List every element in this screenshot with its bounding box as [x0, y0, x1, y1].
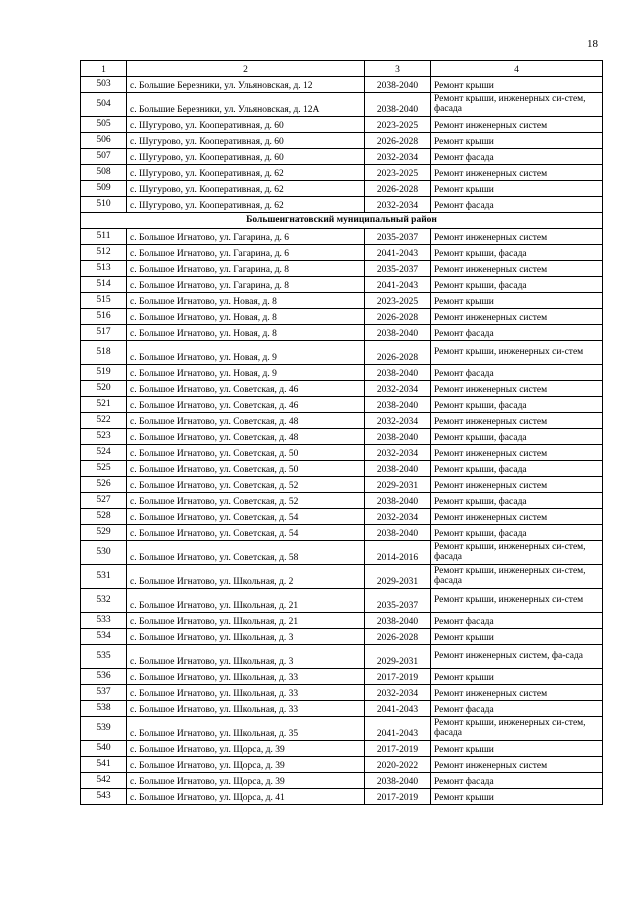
- row-period: 2041-2043: [365, 245, 431, 261]
- table-row: [81, 117, 603, 133]
- table-row: [81, 613, 603, 629]
- row-address: с. Большое Игнатово, ул. Щорса, д. 39: [127, 757, 365, 773]
- row-number: 535: [81, 645, 127, 669]
- row-work-type: Ремонт фасада: [431, 773, 603, 789]
- table-row: [81, 293, 603, 309]
- row-number: 528: [81, 509, 127, 525]
- row-period: 2038-2040: [365, 461, 431, 477]
- row-work-type: Ремонт крыши: [431, 789, 603, 805]
- row-address: с. Большое Игнатово, ул. Школьная, д. 35: [127, 717, 365, 741]
- table-row: [81, 645, 603, 669]
- page-number: 18: [587, 38, 598, 50]
- row-work-type: Ремонт фасада: [431, 365, 603, 381]
- row-address: с. Большое Игнатово, ул. Гагарина, д. 6: [127, 229, 365, 245]
- row-address: с. Большое Игнатово, ул. Школьная, д. 2: [127, 565, 365, 589]
- row-work-type: Ремонт крыши, фасада: [431, 493, 603, 509]
- table-row: [81, 685, 603, 701]
- row-address: с. Большое Игнатово, ул. Новая, д. 9: [127, 341, 365, 365]
- row-address: с. Большое Игнатово, ул. Новая, д. 8: [127, 293, 365, 309]
- row-number: 539: [81, 717, 127, 741]
- row-period: 2038-2040: [365, 493, 431, 509]
- row-work-type: Ремонт фасада: [431, 613, 603, 629]
- row-number: 507: [81, 149, 127, 165]
- row-work-type: Ремонт фасада: [431, 197, 603, 213]
- row-period: 2029-2031: [365, 477, 431, 493]
- row-work-type: Ремонт инженерных систем: [431, 229, 603, 245]
- row-number: 536: [81, 669, 127, 685]
- row-address: с. Большое Игнатово, ул. Советская, д. 54: [127, 525, 365, 541]
- table-row: [81, 245, 603, 261]
- row-period: 2032-2034: [365, 197, 431, 213]
- table-row: [81, 397, 603, 413]
- table-row: [81, 365, 603, 381]
- table-row: [81, 93, 603, 117]
- row-number: 509: [81, 181, 127, 197]
- row-number: 521: [81, 397, 127, 413]
- row-address: с. Шугурово, ул. Кооперативная, д. 62: [127, 197, 365, 213]
- row-period: 2026-2028: [365, 309, 431, 325]
- header-col-work: 4: [431, 61, 603, 77]
- table-row: [81, 381, 603, 397]
- row-address: с. Большое Игнатово, ул. Советская, д. 48: [127, 429, 365, 445]
- row-address: с. Большое Игнатово, ул. Новая, д. 8: [127, 309, 365, 325]
- table-row: [81, 445, 603, 461]
- table-row: [81, 461, 603, 477]
- table-row: [81, 757, 603, 773]
- row-address: с. Шугурово, ул. Кооперативная, д. 62: [127, 165, 365, 181]
- row-work-type: Ремонт крыши, инженерных си-стем, фасада: [431, 717, 603, 741]
- row-number: 523: [81, 429, 127, 445]
- row-address: с. Большое Игнатово, ул. Советская, д. 58: [127, 541, 365, 565]
- row-number: 518: [81, 341, 127, 365]
- row-number: 522: [81, 413, 127, 429]
- row-address: с. Большое Игнатово, ул. Новая, д. 9: [127, 365, 365, 381]
- row-work-type: Ремонт крыши: [431, 629, 603, 645]
- row-work-type: Ремонт инженерных систем: [431, 117, 603, 133]
- row-address: с. Большое Игнатово, ул. Школьная, д. 3: [127, 629, 365, 645]
- row-period: 2038-2040: [365, 773, 431, 789]
- row-number: 527: [81, 493, 127, 509]
- row-address: с. Большое Игнатово, ул. Советская, д. 50: [127, 445, 365, 461]
- table-row: [81, 181, 603, 197]
- header-col-number: 1: [81, 61, 127, 77]
- row-work-type: Ремонт инженерных систем: [431, 509, 603, 525]
- row-number: 510: [81, 197, 127, 213]
- row-number: 512: [81, 245, 127, 261]
- row-work-type: Ремонт инженерных систем: [431, 685, 603, 701]
- row-number: 517: [81, 325, 127, 341]
- row-number: 538: [81, 701, 127, 717]
- row-number: 534: [81, 629, 127, 645]
- table-row: [81, 77, 603, 93]
- row-work-type: Ремонт крыши: [431, 741, 603, 757]
- row-work-type: Ремонт крыши: [431, 77, 603, 93]
- row-work-type: Ремонт крыши: [431, 293, 603, 309]
- row-address: с. Большое Игнатово, ул. Советская, д. 46: [127, 397, 365, 413]
- row-address: с. Большое Игнатово, ул. Школьная, д. 33: [127, 701, 365, 717]
- row-number: 504: [81, 93, 127, 117]
- row-work-type: Ремонт крыши, инженерных си-стем, фасада: [431, 93, 603, 117]
- row-work-type: Ремонт крыши, фасада: [431, 245, 603, 261]
- table-row: [81, 429, 603, 445]
- row-work-type: Ремонт инженерных систем: [431, 165, 603, 181]
- table-row: [81, 261, 603, 277]
- row-number: 514: [81, 277, 127, 293]
- row-address: с. Большое Игнатово, ул. Гагарина, д. 6: [127, 245, 365, 261]
- table-row: [81, 149, 603, 165]
- row-address: с. Шугурово, ул. Кооперативная, д. 60: [127, 133, 365, 149]
- row-address: с. Большое Игнатово, ул. Школьная, д. 21: [127, 589, 365, 613]
- row-period: 2026-2028: [365, 341, 431, 365]
- row-number: 516: [81, 309, 127, 325]
- row-period: 2032-2034: [365, 381, 431, 397]
- row-period: 2017-2019: [365, 789, 431, 805]
- row-work-type: Ремонт инженерных систем: [431, 445, 603, 461]
- row-period: 2014-2016: [365, 541, 431, 565]
- row-number: 526: [81, 477, 127, 493]
- table-row: [81, 133, 603, 149]
- row-address: с. Большое Игнатово, ул. Советская, д. 48: [127, 413, 365, 429]
- row-work-type: Ремонт инженерных систем: [431, 413, 603, 429]
- row-period: 2029-2031: [365, 645, 431, 669]
- table-row: [81, 277, 603, 293]
- row-address: с. Большое Игнатово, ул. Щорса, д. 41: [127, 789, 365, 805]
- row-period: 2038-2040: [365, 365, 431, 381]
- row-period: 2032-2034: [365, 445, 431, 461]
- row-number: 506: [81, 133, 127, 149]
- row-period: 2017-2019: [365, 741, 431, 757]
- table-row: [81, 413, 603, 429]
- table-row: [81, 477, 603, 493]
- row-work-type: Ремонт крыши, инженерных си-стем: [431, 341, 603, 365]
- header-col-period: 3: [365, 61, 431, 77]
- row-number: 531: [81, 565, 127, 589]
- row-address: с. Большое Игнатово, ул. Советская, д. 50: [127, 461, 365, 477]
- row-period: 2032-2034: [365, 685, 431, 701]
- row-period: 2041-2043: [365, 277, 431, 293]
- row-address: с. Большое Игнатово, ул. Щорса, д. 39: [127, 741, 365, 757]
- table-row: [81, 789, 603, 805]
- table-row: [81, 629, 603, 645]
- row-address: с. Большое Игнатово, ул. Щорса, д. 39: [127, 773, 365, 789]
- row-address: с. Шугурово, ул. Кооперативная, д. 60: [127, 117, 365, 133]
- row-work-type: Ремонт фасада: [431, 325, 603, 341]
- row-work-type: Ремонт крыши, фасада: [431, 429, 603, 445]
- row-address: с. Большое Игнатово, ул. Новая, д. 8: [127, 325, 365, 341]
- row-period: 2020-2022: [365, 757, 431, 773]
- row-number: 532: [81, 589, 127, 613]
- table-row: [81, 325, 603, 341]
- table-row: [81, 589, 603, 613]
- table-row: [81, 669, 603, 685]
- row-address: с. Большое Игнатово, ул. Советская, д. 52: [127, 477, 365, 493]
- table-row: [81, 341, 603, 365]
- row-number: 525: [81, 461, 127, 477]
- row-period: 2035-2037: [365, 229, 431, 245]
- row-work-type: Ремонт крыши, фасада: [431, 397, 603, 413]
- row-number: 519: [81, 365, 127, 381]
- row-address: с. Большое Игнатово, ул. Школьная, д. 33: [127, 685, 365, 701]
- row-address: с. Большое Игнатово, ул. Школьная, д. 21: [127, 613, 365, 629]
- row-work-type: Ремонт крыши, фасада: [431, 461, 603, 477]
- row-number: 533: [81, 613, 127, 629]
- row-period: 2029-2031: [365, 565, 431, 589]
- row-work-type: Ремонт фасада: [431, 701, 603, 717]
- table-row: [81, 165, 603, 181]
- row-address: с. Большое Игнатово, ул. Советская, д. 54: [127, 509, 365, 525]
- row-work-type: Ремонт инженерных систем: [431, 309, 603, 325]
- row-period: 2026-2028: [365, 629, 431, 645]
- row-number: 537: [81, 685, 127, 701]
- row-work-type: Ремонт крыши, инженерных си-стем, фасада: [431, 541, 603, 565]
- row-period: 2038-2040: [365, 93, 431, 117]
- table-row: [81, 773, 603, 789]
- row-address: с. Большое Игнатово, ул. Гагарина, д. 8: [127, 261, 365, 277]
- row-number: 541: [81, 757, 127, 773]
- row-period: 2023-2025: [365, 165, 431, 181]
- row-address: с. Шугурово, ул. Кооперативная, д. 62: [127, 181, 365, 197]
- row-address: с. Большое Игнатово, ул. Гагарина, д. 8: [127, 277, 365, 293]
- row-number: 503: [81, 77, 127, 93]
- row-number: 530: [81, 541, 127, 565]
- row-address: с. Большое Игнатово, ул. Школьная, д. 33: [127, 669, 365, 685]
- row-work-type: Ремонт инженерных систем: [431, 757, 603, 773]
- row-period: 2032-2034: [365, 413, 431, 429]
- row-period: 2041-2043: [365, 717, 431, 741]
- row-address: с. Большие Березники, ул. Ульяновская, д. 12: [127, 77, 365, 93]
- row-number: 520: [81, 381, 127, 397]
- row-work-type: Ремонт крыши, фасада: [431, 525, 603, 541]
- row-work-type: Ремонт инженерных систем: [431, 261, 603, 277]
- header-col-address: 2: [127, 61, 365, 77]
- row-number: 505: [81, 117, 127, 133]
- row-work-type: Ремонт фасада: [431, 149, 603, 165]
- row-number: 508: [81, 165, 127, 181]
- table-row: [81, 717, 603, 741]
- row-period: 2026-2028: [365, 181, 431, 197]
- row-period: 2023-2025: [365, 293, 431, 309]
- row-period: 2038-2040: [365, 397, 431, 413]
- row-work-type: Ремонт крыши, инженерных си-стем, фасада: [431, 565, 603, 589]
- row-work-type: Ремонт инженерных систем, фа-сада: [431, 645, 603, 669]
- table-row: [81, 525, 603, 541]
- row-work-type: Ремонт крыши, инженерных си-стем: [431, 589, 603, 613]
- row-number: 515: [81, 293, 127, 309]
- table-row: [81, 197, 603, 213]
- row-period: 2038-2040: [365, 613, 431, 629]
- table-row: [81, 565, 603, 589]
- row-period: 2035-2037: [365, 261, 431, 277]
- row-period: 2026-2028: [365, 133, 431, 149]
- row-address: с. Шугурово, ул. Кооперативная, д. 60: [127, 149, 365, 165]
- row-work-type: Ремонт крыши, фасада: [431, 277, 603, 293]
- table-row: [81, 229, 603, 245]
- row-number: 543: [81, 789, 127, 805]
- table-row: [81, 509, 603, 525]
- section-header-row: [81, 213, 603, 229]
- row-period: 2032-2034: [365, 149, 431, 165]
- row-number: 540: [81, 741, 127, 757]
- row-address: с. Большое Игнатово, ул. Школьная, д. 3: [127, 645, 365, 669]
- row-period: 2023-2025: [365, 117, 431, 133]
- row-number: 542: [81, 773, 127, 789]
- row-work-type: Ремонт инженерных систем: [431, 477, 603, 493]
- row-number: 513: [81, 261, 127, 277]
- table-row: [81, 701, 603, 717]
- table-row: [81, 493, 603, 509]
- row-work-type: Ремонт крыши: [431, 669, 603, 685]
- row-period: 2041-2043: [365, 701, 431, 717]
- row-period: 2017-2019: [365, 669, 431, 685]
- row-period: 2038-2040: [365, 429, 431, 445]
- row-period: 2038-2040: [365, 525, 431, 541]
- row-address: с. Большие Березники, ул. Ульяновская, д. 12А: [127, 93, 365, 117]
- table-header-row: [81, 61, 603, 77]
- row-work-type: Ремонт инженерных систем: [431, 381, 603, 397]
- section-title: Большеигнатовский муниципальный район: [81, 213, 603, 229]
- table-row: [81, 741, 603, 757]
- row-work-type: Ремонт крыши: [431, 181, 603, 197]
- row-number: 511: [81, 229, 127, 245]
- row-period: 2035-2037: [365, 589, 431, 613]
- table-row: [81, 541, 603, 565]
- row-period: 2038-2040: [365, 77, 431, 93]
- row-number: 529: [81, 525, 127, 541]
- row-address: с. Большое Игнатово, ул. Советская, д. 52: [127, 493, 365, 509]
- row-work-type: Ремонт крыши: [431, 133, 603, 149]
- repair-schedule-table: [80, 60, 603, 805]
- table-row: [81, 309, 603, 325]
- row-number: 524: [81, 445, 127, 461]
- row-period: 2038-2040: [365, 325, 431, 341]
- table-body: [81, 77, 603, 805]
- row-address: с. Большое Игнатово, ул. Советская, д. 46: [127, 381, 365, 397]
- row-period: 2032-2034: [365, 509, 431, 525]
